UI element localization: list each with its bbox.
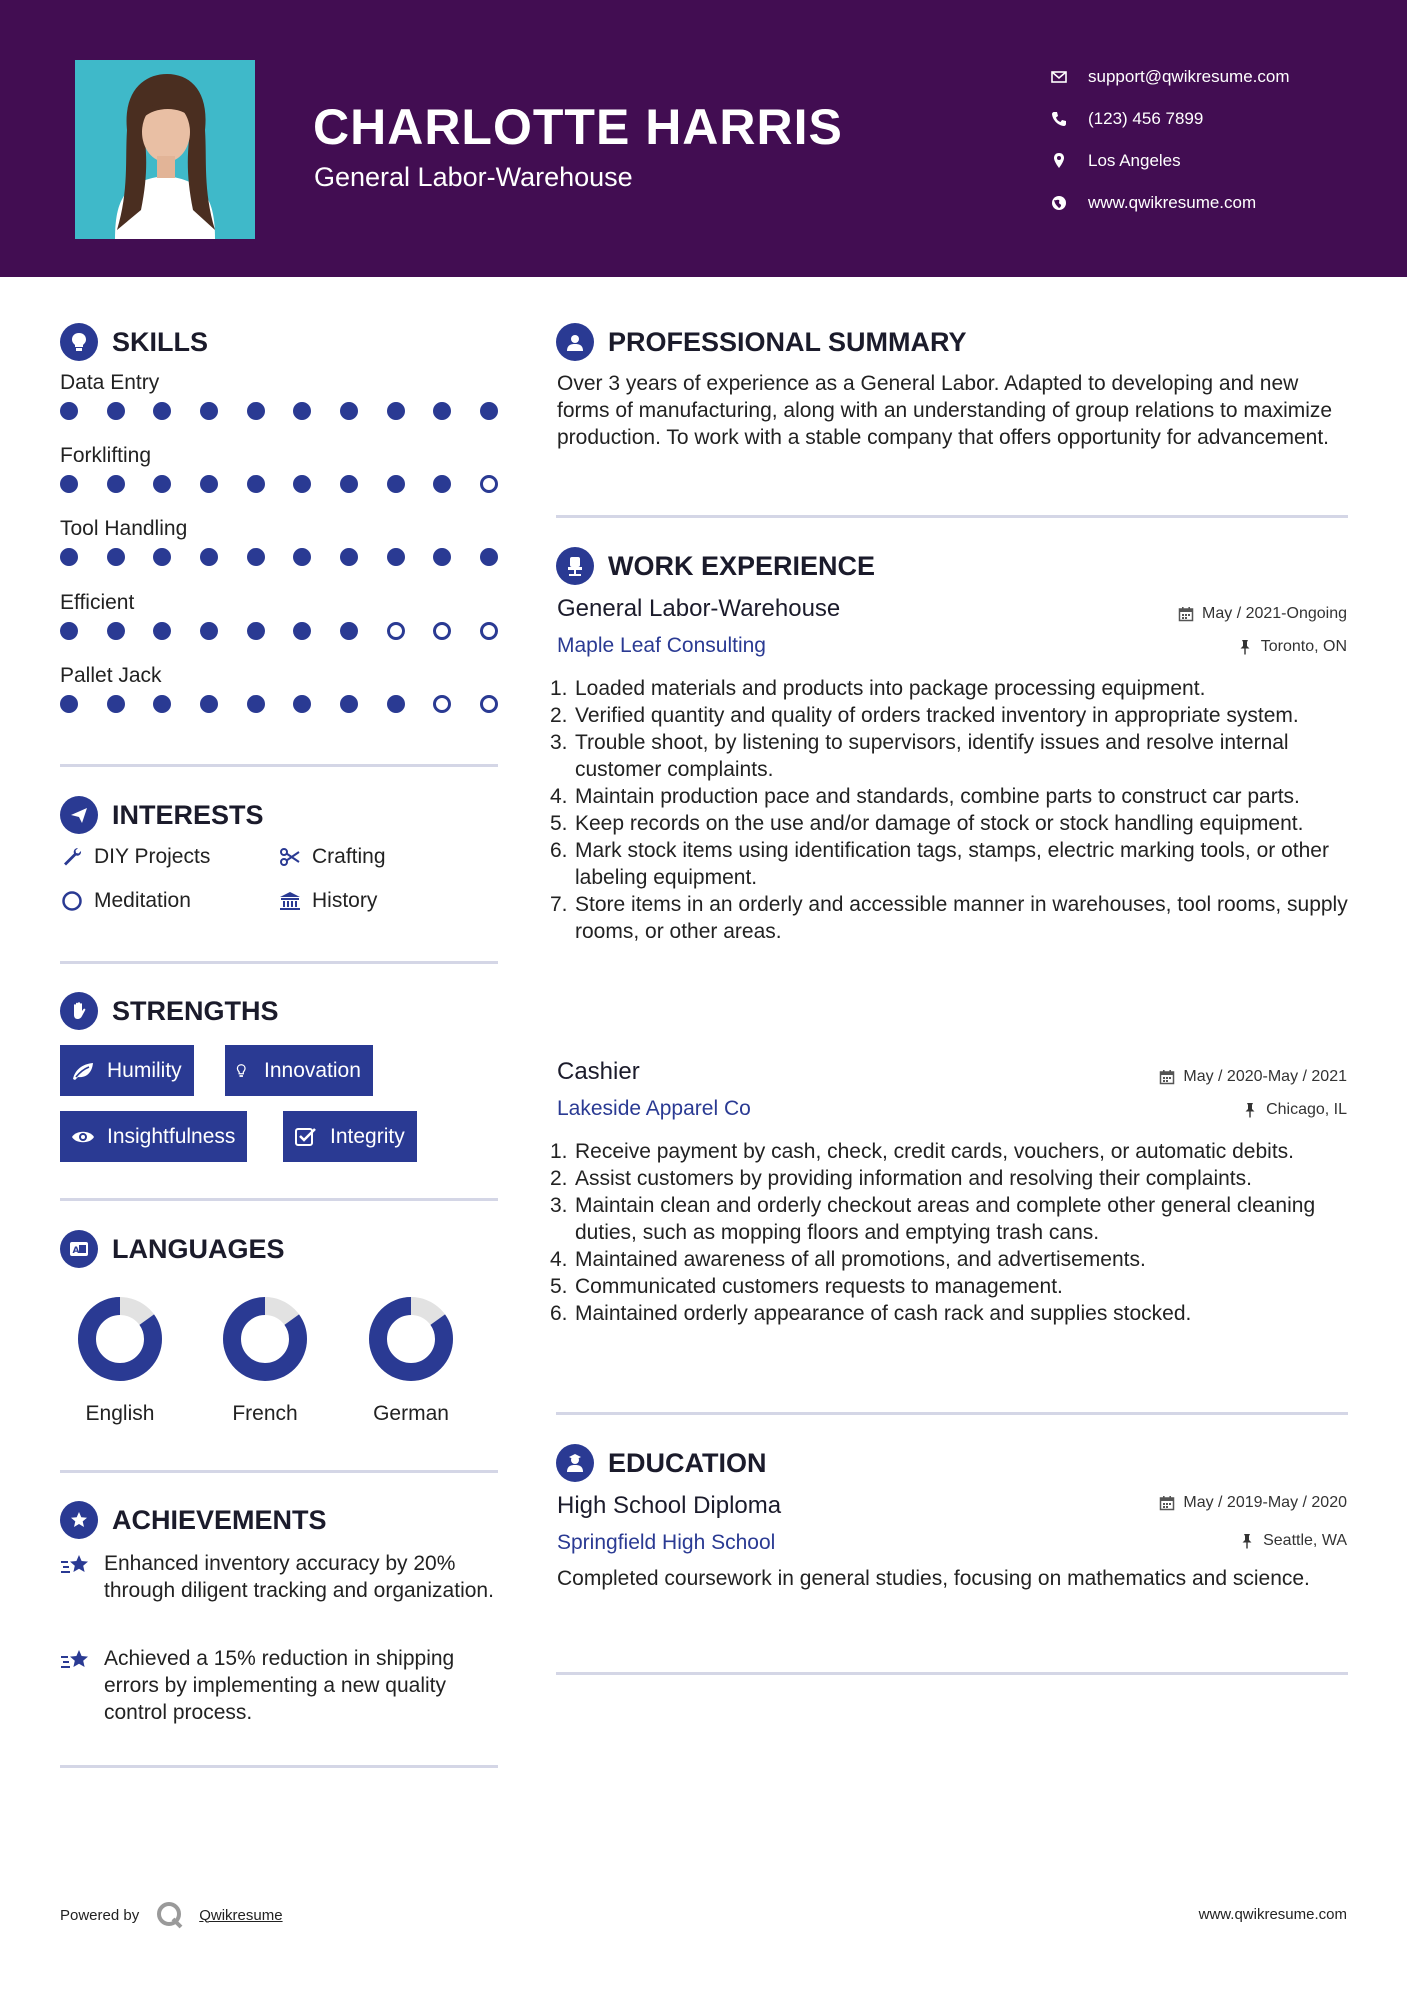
experience-heading	[556, 547, 875, 585]
calendar-icon	[1159, 1069, 1175, 1085]
star-badge-icon	[60, 1501, 98, 1539]
achievements-heading-text: ACHIEVEMENTS	[112, 1504, 327, 1535]
rating-dot-filled	[340, 475, 358, 493]
job-role: Cashier	[557, 1058, 640, 1085]
summary-heading-text: PROFESSIONAL SUMMARY	[608, 326, 967, 357]
education-location-text: Seattle, WA	[1263, 1532, 1347, 1549]
contact-list	[1050, 56, 1380, 224]
duty-item	[550, 1165, 1356, 1192]
skill-item	[60, 441, 500, 493]
strengths-heading-text: STRENGTHS	[112, 995, 279, 1026]
rating-dot-filled	[60, 695, 78, 713]
rating-dot-filled	[293, 548, 311, 566]
pushpin-icon	[1237, 639, 1253, 655]
interest-label: Meditation	[94, 889, 191, 912]
duty-text: Maintained awareness of all promotions, and advertisements.	[575, 1248, 1146, 1271]
summary-text: Over 3 years of experience as a General Labor. Adapted to developing and new forms of manufacturing, along with an understanding of group relations to maximize production. To work with a stable company that offers opportunity for advancement.	[557, 372, 1333, 449]
languages-heading	[60, 1230, 285, 1268]
rating-dot-filled	[107, 475, 125, 493]
duty-number: 4.	[550, 785, 568, 808]
rating-dot-filled	[387, 548, 405, 566]
contact-email-text: support@qwikresume.com	[1088, 67, 1290, 86]
contact-website[interactable]	[1050, 182, 1380, 224]
skill-rating	[60, 695, 498, 713]
divider	[60, 1765, 498, 1768]
rating-dot-filled	[433, 548, 451, 566]
rating-dot-filled	[153, 475, 171, 493]
skill-rating	[60, 548, 498, 566]
star-icon	[60, 1647, 92, 1675]
rating-dot-filled	[433, 402, 451, 420]
duty-item	[550, 810, 1356, 837]
duty-number: 7.	[550, 893, 568, 916]
divider	[60, 1198, 498, 1201]
rating-dot-filled	[247, 695, 265, 713]
duty-item	[550, 1192, 1356, 1246]
strength-tag	[60, 1045, 194, 1096]
graduate-icon	[556, 1444, 594, 1482]
skill-item	[60, 368, 500, 420]
language-name: German	[373, 1402, 449, 1425]
divider	[556, 1412, 1348, 1415]
duty-text: Keep records on the use and/or damage of stock or stock handling equipment.	[575, 812, 1304, 835]
calendar-icon	[1178, 606, 1194, 622]
duty-text: Maintain production pace and standards, combine parts to construct car parts.	[575, 785, 1300, 808]
leaf-icon	[70, 1060, 96, 1082]
check-square-icon	[293, 1126, 319, 1148]
language-donut	[366, 1294, 456, 1384]
achievements-heading	[60, 1501, 327, 1539]
rating-dot-filled	[247, 548, 265, 566]
skill-item	[60, 661, 500, 713]
job-dates	[1178, 605, 1347, 623]
rating-dot-filled	[433, 475, 451, 493]
duty-text: Assist customers by providing information and resolving their complaints.	[575, 1167, 1252, 1190]
job-duties	[550, 1138, 1356, 1327]
rating-dot-filled	[107, 622, 125, 640]
achievement-item	[60, 1550, 500, 1604]
skill-name: Tool Handling	[60, 517, 188, 540]
duty-text: Store items in an orderly and accessible manner in warehouses, tool rooms, supply rooms, or other areas.	[575, 893, 1348, 943]
contact-website-text: www.qwikresume.com	[1088, 193, 1257, 212]
strength-label: Humility	[107, 1058, 182, 1082]
rating-dot-filled	[107, 548, 125, 566]
star-icon	[60, 1552, 92, 1580]
rating-dot-filled	[387, 695, 405, 713]
rating-dot-filled	[200, 475, 218, 493]
interest-item	[60, 889, 191, 913]
language-donut	[220, 1294, 310, 1384]
divider	[60, 1470, 498, 1473]
education-dates	[1159, 1494, 1347, 1512]
interest-item	[60, 845, 210, 869]
rating-dot-empty	[433, 622, 451, 640]
divider	[556, 1672, 1348, 1675]
skill-name: Efficient	[60, 591, 135, 614]
duty-number: 6.	[550, 1302, 568, 1325]
duty-item	[550, 729, 1356, 783]
interests-heading-text: INTERESTS	[112, 799, 264, 830]
globe-icon	[1050, 194, 1068, 212]
duty-item	[550, 702, 1356, 729]
rating-dot-filled	[153, 695, 171, 713]
duty-text: Maintained orderly appearance of cash rack and supplies stocked.	[575, 1302, 1192, 1325]
rating-dot-filled	[293, 622, 311, 640]
divider	[60, 764, 498, 767]
rating-dot-filled	[200, 695, 218, 713]
duty-number: 4.	[550, 1248, 568, 1271]
duty-item	[550, 1138, 1356, 1165]
duty-number: 6.	[550, 839, 568, 862]
education-degree: High School Diploma	[557, 1492, 782, 1519]
contact-location-text: Los Angeles	[1088, 151, 1181, 170]
rating-dot-filled	[107, 402, 125, 420]
language-name: English	[85, 1402, 155, 1425]
duty-number: 2.	[550, 704, 568, 727]
duty-text: Maintain clean and orderly checkout areas and complete other general cleaning duties, such as mopping floors and emptying trash cans.	[575, 1194, 1316, 1244]
strength-tag	[60, 1111, 247, 1162]
rating-dot-filled	[387, 402, 405, 420]
language-icon	[60, 1230, 98, 1268]
skill-name: Pallet Jack	[60, 664, 162, 687]
strengths-heading	[60, 992, 279, 1030]
duty-number: 5.	[550, 1275, 568, 1298]
duty-item	[550, 783, 1356, 810]
rating-dot-empty	[480, 475, 498, 493]
brand-link[interactable]: Qwikresume	[199, 1906, 283, 1924]
skills-heading-text: SKILLS	[112, 326, 209, 357]
pushpin-icon	[1239, 1533, 1255, 1549]
language-item	[55, 1294, 185, 1426]
office-chair-icon	[556, 547, 594, 585]
language-name: French	[232, 1402, 298, 1425]
lightbulb-icon	[235, 1060, 253, 1082]
rating-dot-filled	[247, 622, 265, 640]
portrait-image	[75, 60, 255, 239]
skill-rating	[60, 402, 498, 420]
education-location	[1239, 1532, 1347, 1550]
rating-dot-filled	[200, 402, 218, 420]
rating-dot-empty	[480, 622, 498, 640]
rating-dot-filled	[340, 548, 358, 566]
scissors-icon	[278, 845, 302, 869]
powered-by-text: Powered by	[60, 1906, 140, 1924]
education-school: Springfield High School	[557, 1531, 776, 1554]
rating-dot-empty	[387, 622, 405, 640]
rating-dot-filled	[340, 402, 358, 420]
duty-item	[550, 1273, 1356, 1300]
rating-dot-filled	[247, 475, 265, 493]
envelope-icon	[1050, 68, 1068, 86]
language-donut	[75, 1294, 165, 1384]
duty-text: Loaded materials and products into package processing equipment.	[575, 677, 1206, 700]
rating-dot-filled	[60, 475, 78, 493]
contact-phone-text: (123) 456 7899	[1088, 109, 1204, 128]
duty-text: Verified quantity and quality of orders tracked inventory in appropriate system.	[575, 704, 1299, 727]
phone-icon	[1050, 110, 1068, 128]
duty-item	[550, 837, 1356, 891]
eye-icon	[70, 1126, 96, 1148]
rating-dot-filled	[247, 402, 265, 420]
experience-heading-text: WORK EXPERIENCE	[608, 550, 876, 581]
duty-number: 5.	[550, 812, 568, 835]
job-location	[1242, 1101, 1347, 1119]
candidate-job-title: General Labor-Warehouse	[314, 162, 633, 192]
qwikresume-logo-icon	[155, 1900, 185, 1930]
bank-icon	[278, 889, 302, 913]
language-item	[346, 1294, 476, 1426]
education-heading-text: EDUCATION	[608, 1447, 767, 1478]
rating-dot-filled	[153, 548, 171, 566]
duty-number: 1.	[550, 1140, 568, 1163]
skills-heading	[60, 323, 208, 361]
interest-item	[278, 845, 386, 869]
resume-header	[0, 0, 1407, 277]
languages-heading-text: LANGUAGES	[112, 1233, 285, 1264]
duty-number: 1.	[550, 677, 568, 700]
skill-name: Forklifting	[60, 444, 152, 467]
duty-text: Trouble shoot, by listening to supervisors, identify issues and resolve internal customer complaints.	[575, 731, 1289, 781]
svg-text:A: A	[72, 1246, 80, 1256]
rating-dot-filled	[153, 402, 171, 420]
language-item	[200, 1294, 330, 1426]
rating-dot-filled	[153, 622, 171, 640]
wrench-icon	[60, 845, 84, 869]
skill-item	[60, 588, 500, 640]
calendar-icon	[1159, 1495, 1175, 1511]
rating-dot-filled	[387, 475, 405, 493]
rating-dot-filled	[60, 622, 78, 640]
skill-rating	[60, 475, 498, 493]
job-duties	[550, 675, 1356, 945]
duty-item	[550, 1300, 1356, 1327]
duty-text: Mark stock items using identification tags, stamps, electric marking tools, or other labeling equipment.	[575, 839, 1329, 889]
job-dates-text: May / 2021-Ongoing	[1202, 605, 1347, 622]
education-description: Completed coursework in general studies, focusing on mathematics and science.	[557, 1567, 1310, 1590]
strength-label: Innovation	[264, 1058, 361, 1082]
rating-dot-filled	[60, 402, 78, 420]
duty-number: 3.	[550, 1194, 568, 1217]
paper-plane-icon	[60, 796, 98, 834]
job-dates	[1159, 1068, 1347, 1086]
job-location-text: Toronto, ON	[1260, 638, 1347, 655]
strength-label: Insightfulness	[107, 1124, 236, 1148]
duty-item	[550, 891, 1356, 945]
strength-tag	[225, 1045, 373, 1096]
footer-powered-by	[60, 1900, 283, 1930]
rating-dot-empty	[433, 695, 451, 713]
achievement-text: Enhanced inventory accuracy by 20% through diligent tracking and organization.	[104, 1552, 494, 1602]
rating-dot-empty	[480, 695, 498, 713]
rating-dot-filled	[60, 548, 78, 566]
rating-dot-filled	[107, 695, 125, 713]
divider	[556, 515, 1348, 518]
education-dates-text: May / 2019-May / 2020	[1183, 1494, 1347, 1511]
rating-dot-filled	[200, 548, 218, 566]
job-location-text: Chicago, IL	[1266, 1101, 1347, 1118]
footer-website[interactable]: www.qwikresume.com	[1198, 1906, 1347, 1923]
strength-label: Integrity	[330, 1124, 405, 1148]
duty-text: Communicated customers requests to management.	[575, 1275, 1063, 1298]
summary-heading	[556, 323, 967, 361]
map-pin-icon	[1050, 152, 1068, 170]
rating-dot-filled	[293, 695, 311, 713]
rating-dot-filled	[293, 475, 311, 493]
skill-name: Data Entry	[60, 371, 160, 394]
rating-dot-filled	[293, 402, 311, 420]
contact-location	[1050, 140, 1380, 182]
interest-item	[278, 889, 377, 913]
rating-dot-filled	[340, 695, 358, 713]
interest-label: DIY Projects	[94, 845, 211, 868]
rating-dot-filled	[200, 622, 218, 640]
duty-number: 3.	[550, 731, 568, 754]
user-icon	[556, 323, 594, 361]
divider	[60, 961, 498, 964]
candidate-name: CHARLOTTE HARRIS	[313, 99, 843, 155]
achievement-text: Achieved a 15% reduction in shipping errors by implementing a new quality control process.	[104, 1647, 455, 1724]
interests-heading	[60, 796, 264, 834]
interest-label: History	[312, 889, 378, 912]
rating-dot-filled	[340, 622, 358, 640]
contact-phone[interactable]	[1050, 98, 1380, 140]
achievement-item	[60, 1645, 500, 1726]
job-company: Maple Leaf Consulting	[557, 634, 766, 657]
circle-icon	[60, 889, 84, 913]
strength-tag	[283, 1111, 417, 1162]
duty-item	[550, 1246, 1356, 1273]
skill-rating	[60, 622, 498, 640]
education-heading	[556, 1444, 767, 1482]
lightbulb-icon	[60, 323, 98, 361]
profile-photo	[75, 60, 255, 239]
job-role: General Labor-Warehouse	[557, 595, 841, 622]
job-dates-text: May / 2020-May / 2021	[1183, 1068, 1347, 1085]
job-company: Lakeside Apparel Co	[557, 1097, 751, 1120]
duty-item	[550, 675, 1356, 702]
hand-icon	[60, 992, 98, 1030]
skill-item	[60, 514, 500, 566]
interest-label: Crafting	[312, 845, 386, 868]
rating-dot-filled	[480, 548, 498, 566]
job-location	[1237, 638, 1347, 656]
pushpin-icon	[1242, 1102, 1258, 1118]
duty-number: 2.	[550, 1167, 568, 1190]
duty-text: Receive payment by cash, check, credit cards, vouchers, or automatic debits.	[575, 1140, 1294, 1163]
contact-email[interactable]	[1050, 56, 1380, 98]
rating-dot-filled	[480, 402, 498, 420]
